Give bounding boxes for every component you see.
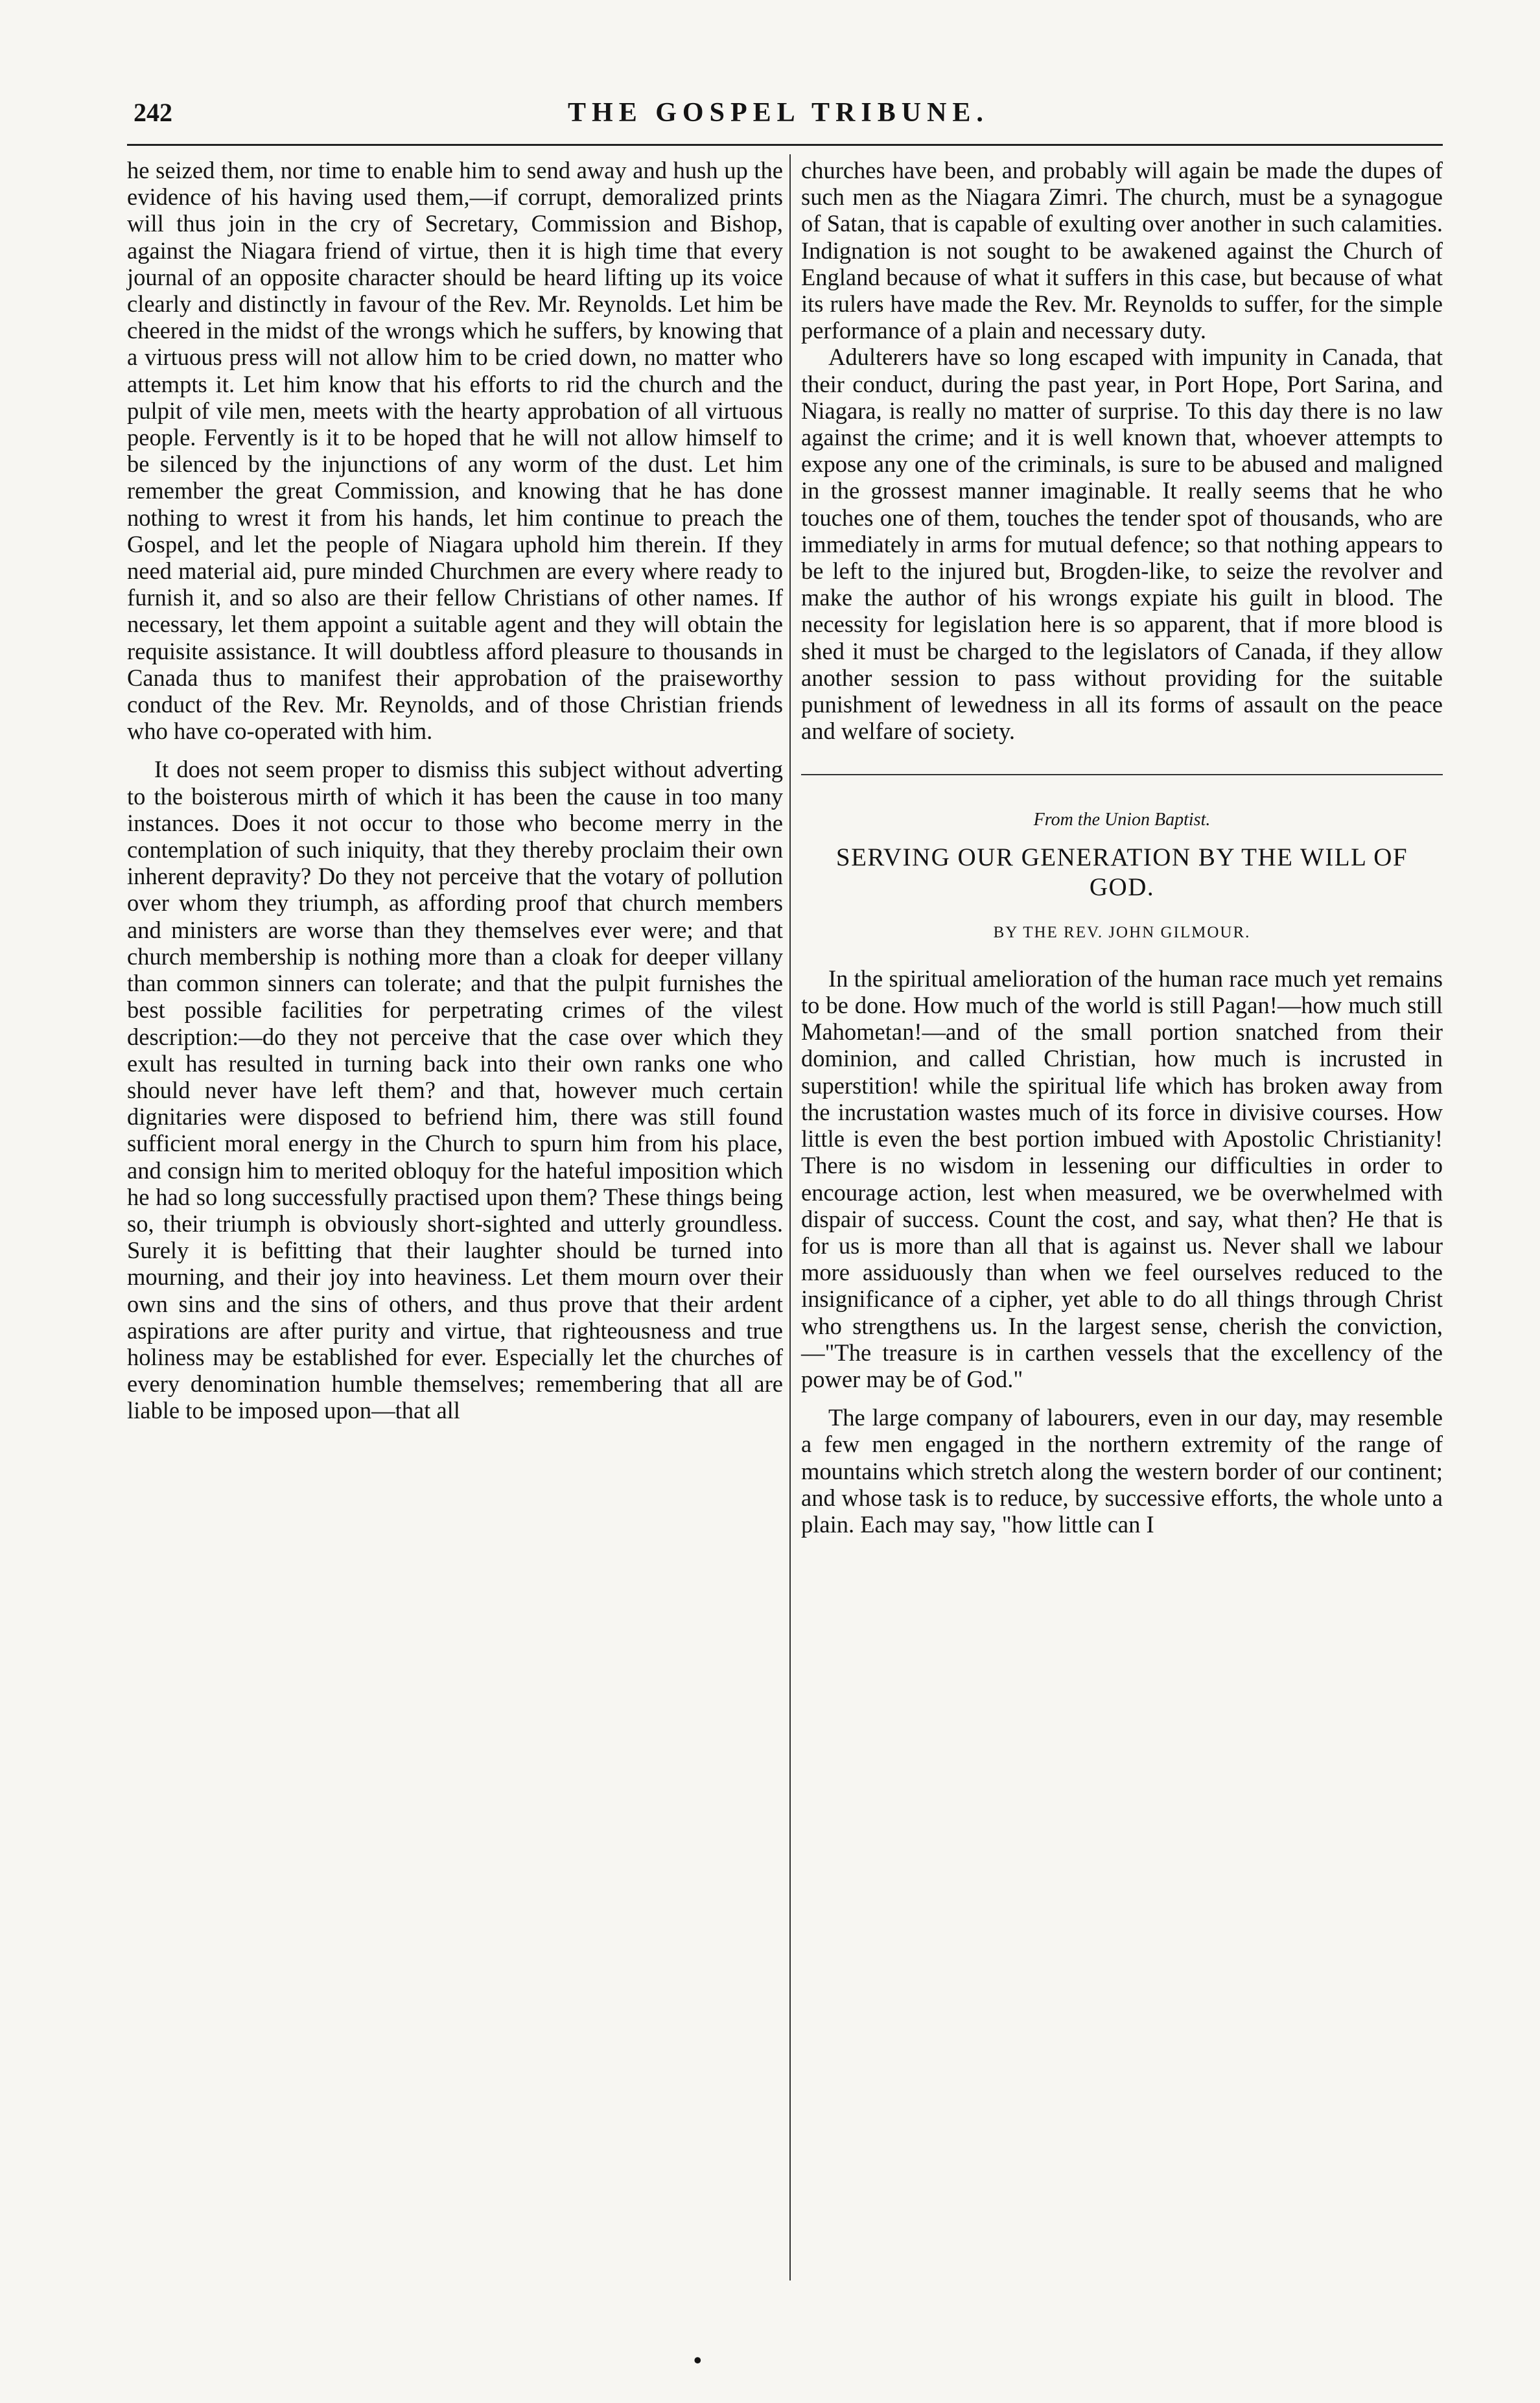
column-divider <box>789 154 791 2280</box>
paragraph: churches have been, and probably will again be made the dupes of such men as the Niagara Zimri. The church, must be a synagogue of Satan, that is capable of exulting over another in such calamities. Indignation is not sought to be awakened against the Church of England because of what it suffers in this case, but because of what its rulers have made the Rev. Mr. Reynolds to suffer, for the simple performance of a plain and necessary duty. <box>801 157 1443 344</box>
article-title: SERVING OUR GENERATION BY THE WILL OF GOD. <box>835 843 1408 901</box>
paragraph: Adulterers have so long escaped with impunity in Canada, that their conduct, during the past year, in Port Hope, Port Sarina, and Niagara, is really no matter of surprise. To this day there is no law against the crime; and it is well known that, whoever attempts to expose any one of the criminals, is sure to be abused and maligned in the grossest manner imaginable. It really seems that he who touches one of them, touches the tender spot of thousands, who are immediately in arms for mutual defence; so that nothing appears to be left to the injured but, Brogden-like, to seize the revolver and make the author of his wrongs expiate his guilt in blood. The necessity for legislation here is so apparent, that if more blood is shed it must be charged to the legislators of Canada, if they allow another session to pass without providing for the suitable punishment of lewedness in all its forms of assault on the peace and welfare of society. <box>801 344 1443 745</box>
byline: BY THE REV. JOHN GILMOUR. <box>993 923 1251 941</box>
paragraph: he seized them, nor time to enable him to send away and hush up the evidence of his having used them,—if corrupt, demoralized prints will thus join in the cry of Secretary, Commission and Bishop, against the Niagara friend of virtue, then it is high time that every journal of an opposite character should be heard lifting up its voice clearly and distinctly in favour of the Rev. Mr. Reynolds. Let him be cheered in the midst of the wrongs which he suffers, by knowing that a virtuous press will not allow him to be cried down, no matter who attempts it. Let him know that his efforts to rid the church and the pulpit of vile men, meets with the hearty approbation of all virtuous people. Fervently is it to be hoped that he will not allow himself to be silenced by the injunctions of any worm of the dust. Let him remember the great Commission, and knowing that he has done nothing to wrest it from his hands, let him continue to preach the Gospel, and let the people of Niagara uphold him therein. If they need material aid, pure minded Churchmen are every where ready to furnish it, and so also are their fellow Christians of other names. If necessary, let them appoint a suitable agent and they will obtain the requisite assistance. It will doubtless afford pleasure to thousands in Canada thus to manifest their approbation of the praiseworthy conduct of the Rev. Mr. Reynolds, and of those Christian friends who have co-operated with him. <box>127 157 783 745</box>
page-mark: • <box>694 2347 702 2373</box>
paragraph: It does not seem proper to dismiss this subject without adverting to the boisterous mirth of which it has been the cause in too many instances. Does it not occur to those who become merry in the contemplation of such iniquity, that they thereby proclaim their own inherent depravity? Do they not perceive that the votary of pollution over whom they triumph, as affording proof that church members and ministers are worse than they themselves ever were; and that church membership is nothing more than a cloak for deeper villany than common sinners can tolerate; and that the pulpit furnishes the best possible facilities for perpetrating crimes of the vilest description:—do they not perceive that the case over which they exult has resulted in turning back into their own ranks one who should never have left them? and that, however much certain dignitaries were disposed to befriend him, there was still found sufficient moral energy in the Church to spurn him from his place, and consign him to merited obloquy for the hateful imposition which he had so long successfully practised upon them? These things being so, their triumph is obviously short-sighted and utterly groundless. Surely it is befitting that their laughter should be turned into mourning, and their joy into heaviness. Let them mourn over their own sins and the sins of others, and thus prove that their ardent aspirations are after purity and virtue, that righteousness and true holiness may be established for ever. Especially let the churches of every denomination humble themselves; remembering that all are liable to be imposed upon—that all <box>127 756 783 1424</box>
page-header <box>127 97 1430 136</box>
running-title: THE GOSPEL TRIBUNE. <box>568 98 989 128</box>
left-column <box>127 157 783 1424</box>
right-column <box>801 157 1443 1538</box>
section-divider <box>801 774 1443 775</box>
page-number: 242 <box>134 98 172 127</box>
paragraph: In the spiritual amelioration of the human race much yet remains to be done. How much of the world is still Pagan!—how much still Mahometan!—and of the small portion snatched from their dominion, and called Christian, how much is incrusted in superstition! while the spiritual life which has broken away from the incrustation wastes much of its force in divisive courses. How little is even the best portion imbued with Apostolic Christianity! There is no wisdom in lessening our difficulties in order to encourage action, lest when measured, we be overwhelmed with dispair of success. Count the cost, and say, what then? He that is for us is more than all that is against us. Never shall we labour more assiduously than when we feel ourselves reduced to the insignificance of a cipher, yet able to do all things through Christ who strengthens us. In the largest sense, cherish the conviction,—"The treasure is in carthen vessels that the excellency of the power may be of God." <box>801 965 1443 1392</box>
paragraph: The large company of labourers, even in our day, may resemble a few men engaged in the northern extremity of the range of mountains which stretch along the western border of our continent; and whose task is to reduce, by successive efforts, the whole unto a plain. Each may say, "how little can I <box>801 1404 1443 1538</box>
header-rule <box>127 144 1443 146</box>
source-credit: From the Union Baptist. <box>1033 810 1211 830</box>
